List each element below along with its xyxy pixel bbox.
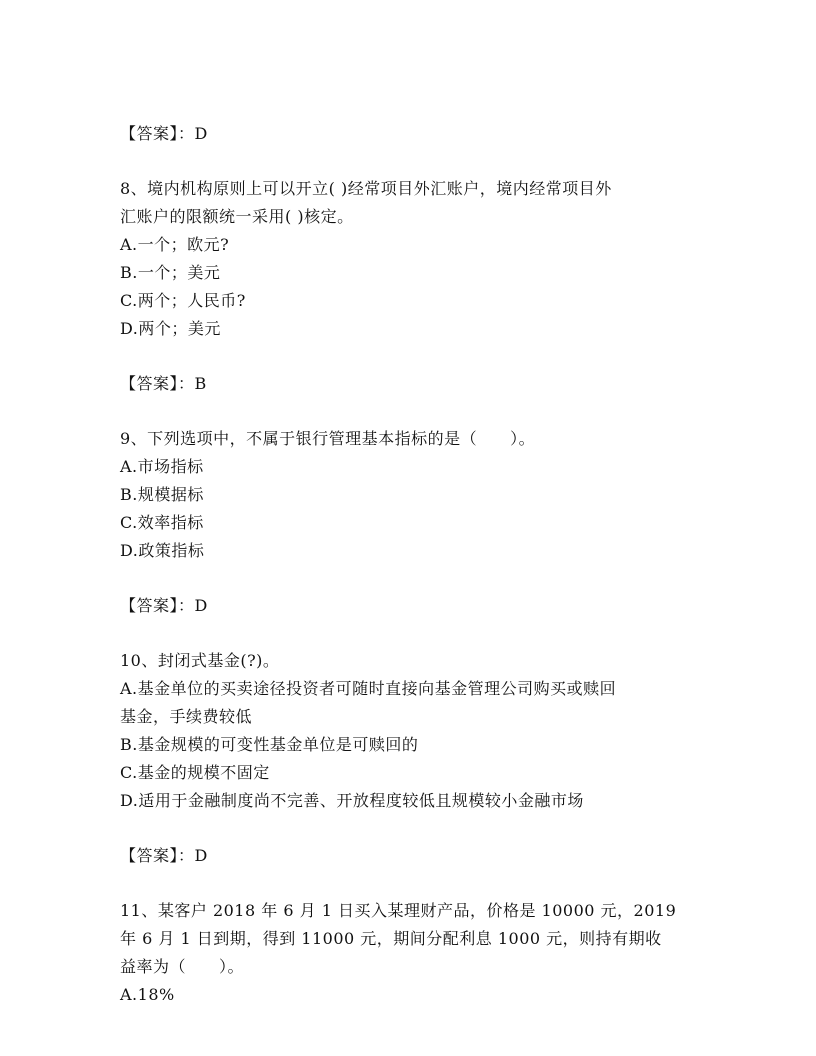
question-block bbox=[120, 425, 700, 565]
spacer bbox=[120, 870, 700, 897]
exam-page bbox=[120, 120, 700, 1009]
answer-line: 【答案】：B bbox=[120, 374, 207, 393]
question-block bbox=[120, 897, 700, 1009]
question-stem: 11、某客户 2018 年 6 月 1 日买入某理财产品，价格是 10000 元，2019 bbox=[120, 901, 677, 920]
option-b: B.规模据标 bbox=[120, 485, 204, 504]
answer-line: 【答案】：D bbox=[120, 124, 208, 143]
answer-line: 【答案】：D bbox=[120, 846, 208, 865]
question-block bbox=[120, 647, 700, 815]
option-c: C.两个；人民币? bbox=[120, 291, 246, 310]
question-stem: 年 6 月 1 日到期，得到 11000 元，期间分配利息 1000 元，则持有期收 bbox=[120, 929, 662, 948]
spacer bbox=[120, 565, 700, 592]
question-stem: 10、封闭式基金(?)。 bbox=[120, 651, 280, 670]
option-a: A.一个；欧元? bbox=[120, 235, 230, 254]
spacer bbox=[120, 343, 700, 370]
option-d: D.政策指标 bbox=[120, 541, 205, 560]
question-stem: 8、境内机构原则上可以开立( )经常项目外汇账户，境内经常项目外 bbox=[120, 179, 612, 198]
spacer bbox=[120, 148, 700, 175]
option-a: A.市场指标 bbox=[120, 457, 204, 476]
spacer bbox=[120, 398, 700, 425]
option-b: B.基金规模的可变性基金单位是可赎回的 bbox=[120, 735, 419, 754]
answer-line: 【答案】：D bbox=[120, 596, 208, 615]
spacer bbox=[120, 620, 700, 647]
option-a: A.基金单位的买卖途径投资者可随时直接向基金管理公司购买或赎回 bbox=[120, 679, 617, 698]
spacer bbox=[120, 815, 700, 842]
option-c: C.基金的规模不固定 bbox=[120, 763, 270, 782]
option-b: B.一个；美元 bbox=[120, 263, 221, 282]
question-stem: 汇账户的限额统一采用( )核定。 bbox=[120, 207, 354, 226]
question-block bbox=[120, 175, 700, 343]
option-d: D.适用于金融制度尚不完善、开放程度较低且规模较小金融市场 bbox=[120, 791, 584, 810]
option-c: C.效率指标 bbox=[120, 513, 204, 532]
option-a: A.18% bbox=[120, 985, 175, 1004]
question-stem: 益率为（ ）。 bbox=[120, 957, 245, 976]
option-d: D.两个；美元 bbox=[120, 319, 221, 338]
option-a-continued: 基金，手续费较低 bbox=[120, 707, 253, 726]
question-stem: 9、下列选项中，不属于银行管理基本指标的是（ ）。 bbox=[120, 429, 536, 448]
